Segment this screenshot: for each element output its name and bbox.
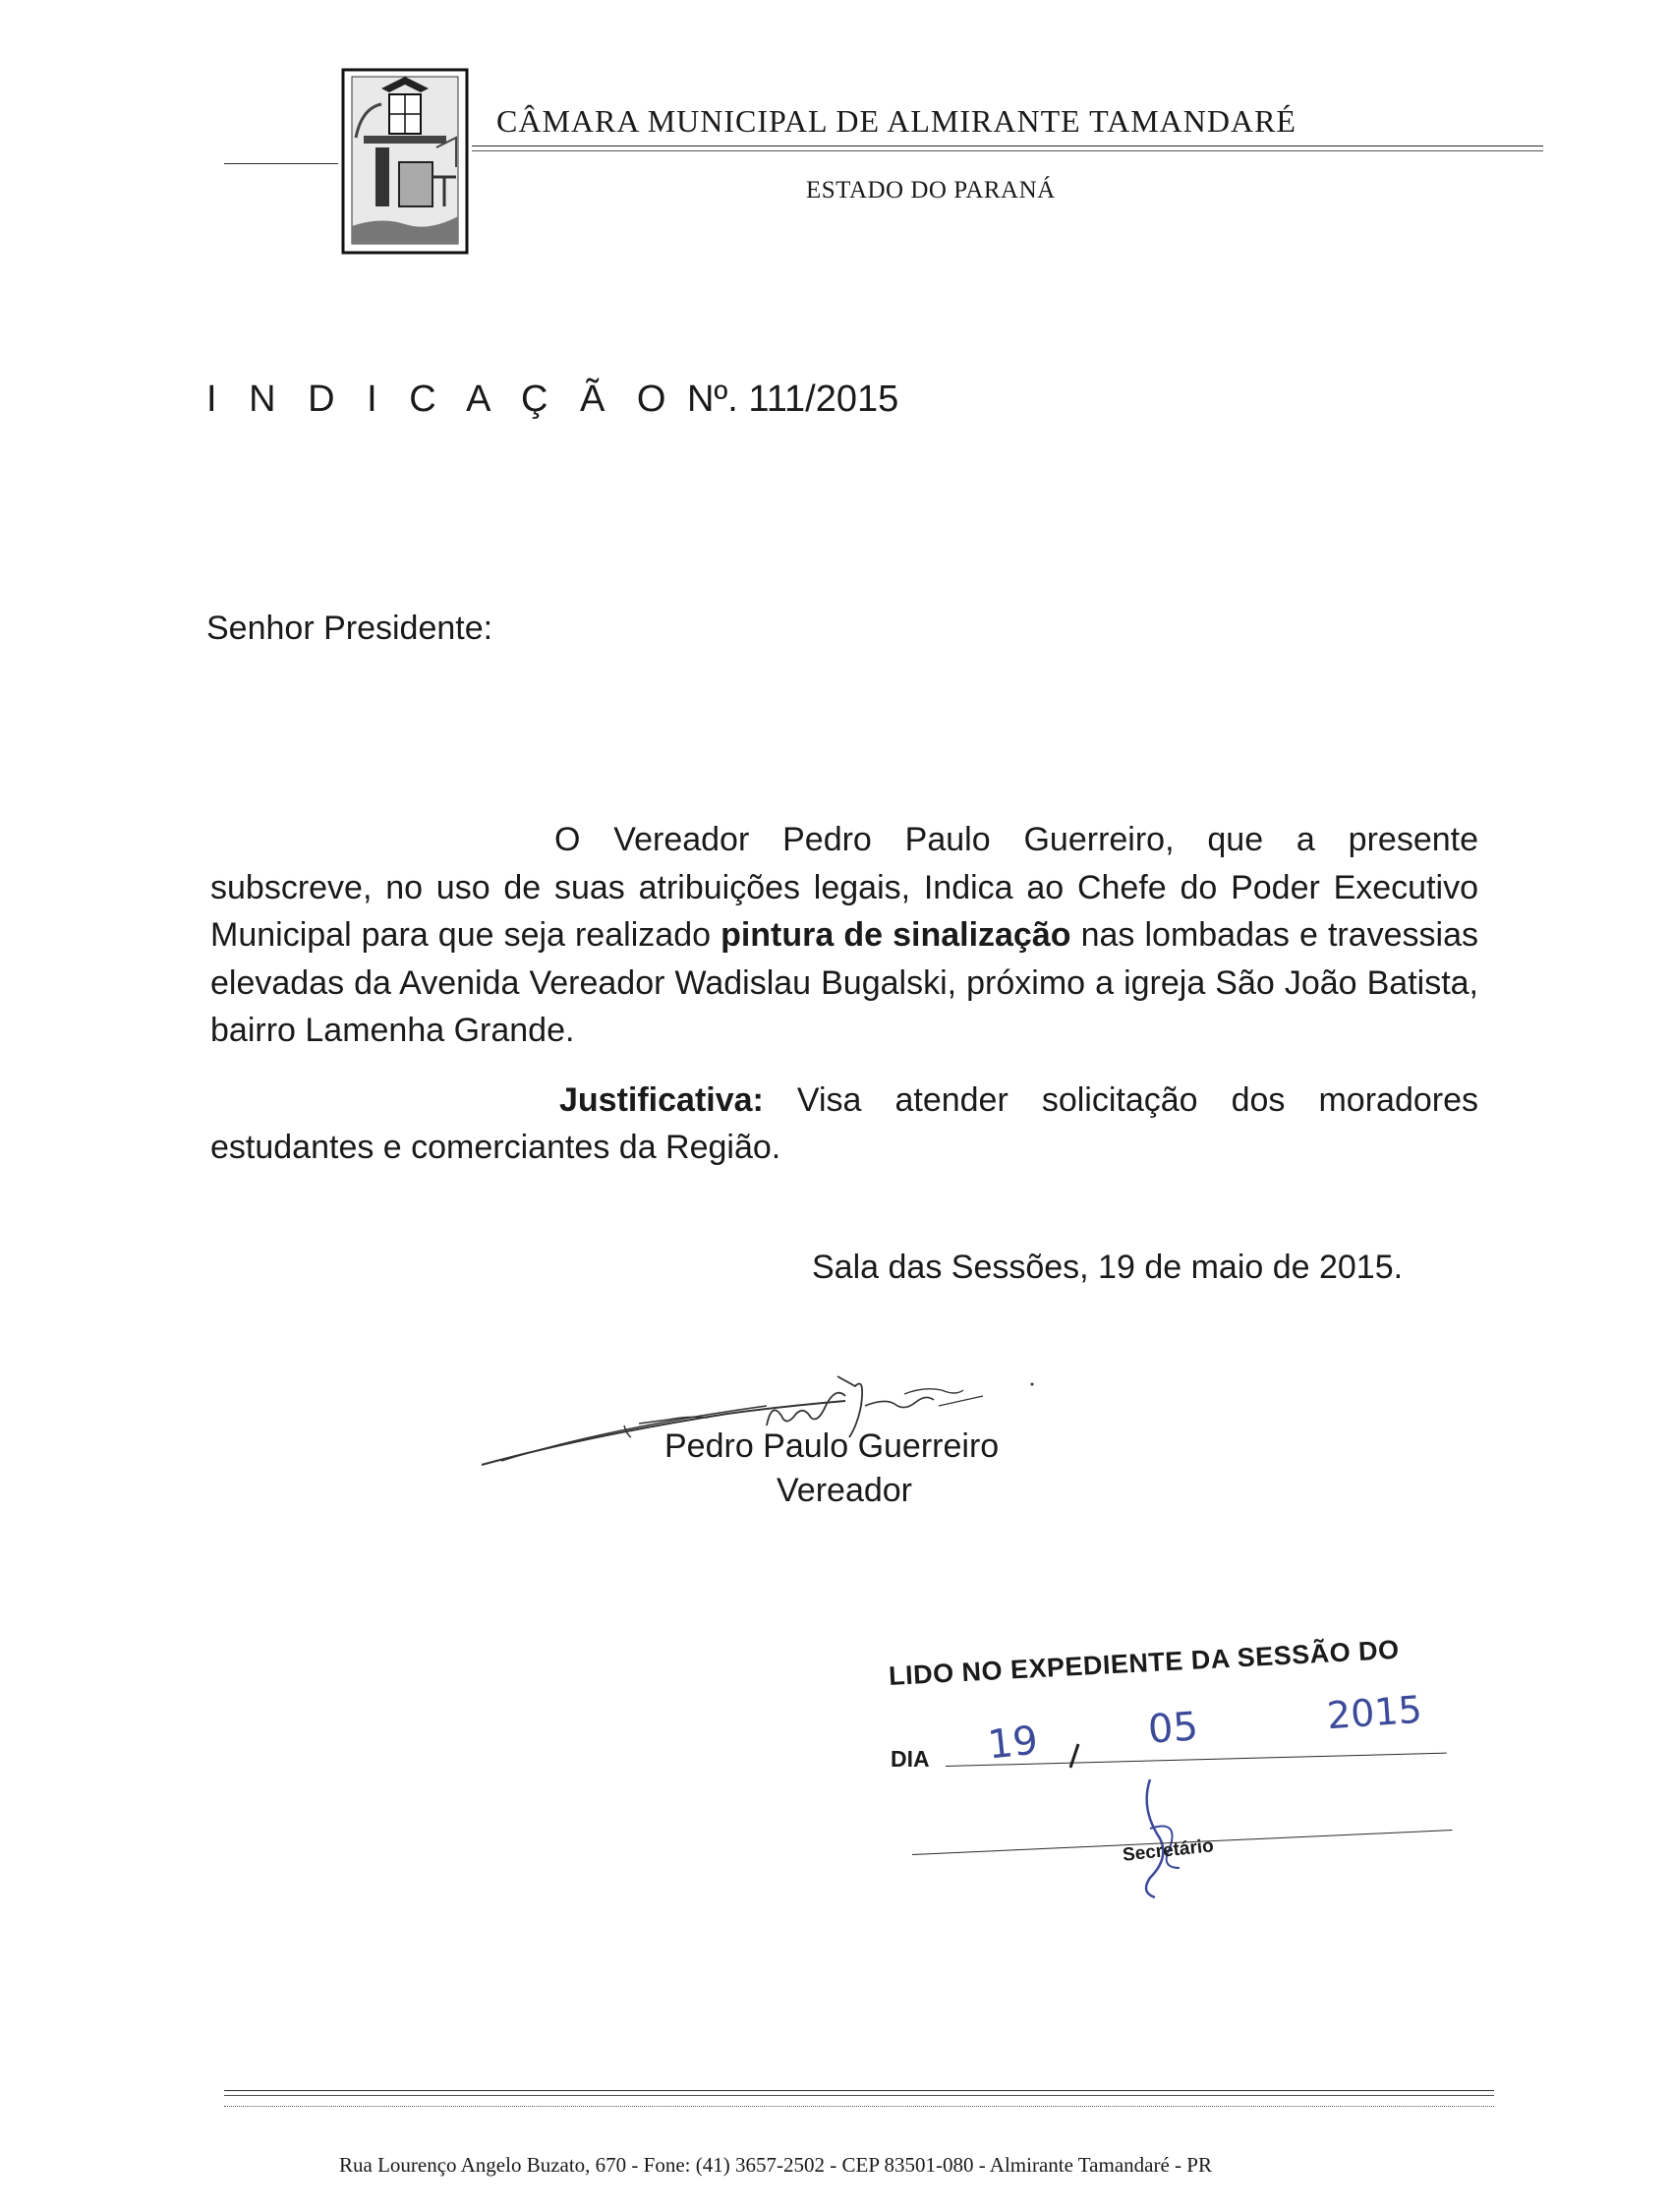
main-paragraph — [210, 816, 1478, 1055]
justification-paragraph — [210, 1077, 1478, 1171]
stamp-secretary-label: Secretário — [1122, 1835, 1215, 1866]
stamp-day-label: DIA — [891, 1746, 930, 1772]
header-rule-left — [224, 163, 338, 164]
justification-text: Visa atender solicitação dos moradores estudantes e comerciantes da Região. — [210, 1081, 1478, 1166]
footer-rule-bottom — [224, 2106, 1494, 2107]
footer-rule-top — [224, 2090, 1494, 2091]
session-date-line: Sala das Sessões, 19 de maio de 2015. — [812, 1249, 1404, 1286]
header-rule-right-thin — [472, 150, 1543, 151]
signatory-name: Pedro Paulo Guerreiro — [664, 1427, 1000, 1465]
document-number: Nº. 111/2015 — [686, 378, 899, 420]
footer-address: Rua Lourenço Angelo Buzato, 670 - Fone: (41) 3657-2502 - CEP 83501-080 - Almirante Tamandaré - PR — [339, 2153, 1212, 2177]
stamp-read-label: LIDO NO EXPEDIENTE DA SESSÃO DO — [888, 1634, 1401, 1692]
salutation: Senhor Presidente: — [206, 610, 493, 647]
institution-name: CÂMARA MUNICIPAL DE ALMIRANTE TAMANDARÉ — [496, 103, 1296, 139]
footer-rule-top-thin — [224, 2095, 1494, 2096]
state-name: ESTADO DO PARANÁ — [806, 177, 1056, 204]
stamp-month-value: 05 — [1146, 1704, 1200, 1753]
main-paragraph-emphasis: pintura de sinalização — [720, 916, 1071, 954]
document-title-label: I N D I C A Ç Ã O — [206, 378, 677, 420]
municipal-crest-icon — [342, 69, 468, 254]
main-paragraph-text: O Vereador Pedro Paulo Guerreiro, que a presente subscreve, no uso de suas atribuições legais, Indica ao Chefe do Poder Executivo Municipal para que seja realizado — [210, 821, 1478, 954]
signatory-role: Vereador — [777, 1472, 912, 1509]
justification-label: Justificativa: — [559, 1081, 764, 1119]
stamp-year-value: 2015 — [1325, 1687, 1424, 1738]
stamp-day-value: 19 — [985, 1717, 1041, 1769]
document-title — [206, 378, 898, 421]
main-paragraph-text-end: nas lombadas e travessias elevadas da Avenida Vereador Wadislau Bugalski, próximo a igreja São João Batista, bairro Lamenha Grande. — [210, 916, 1478, 1049]
